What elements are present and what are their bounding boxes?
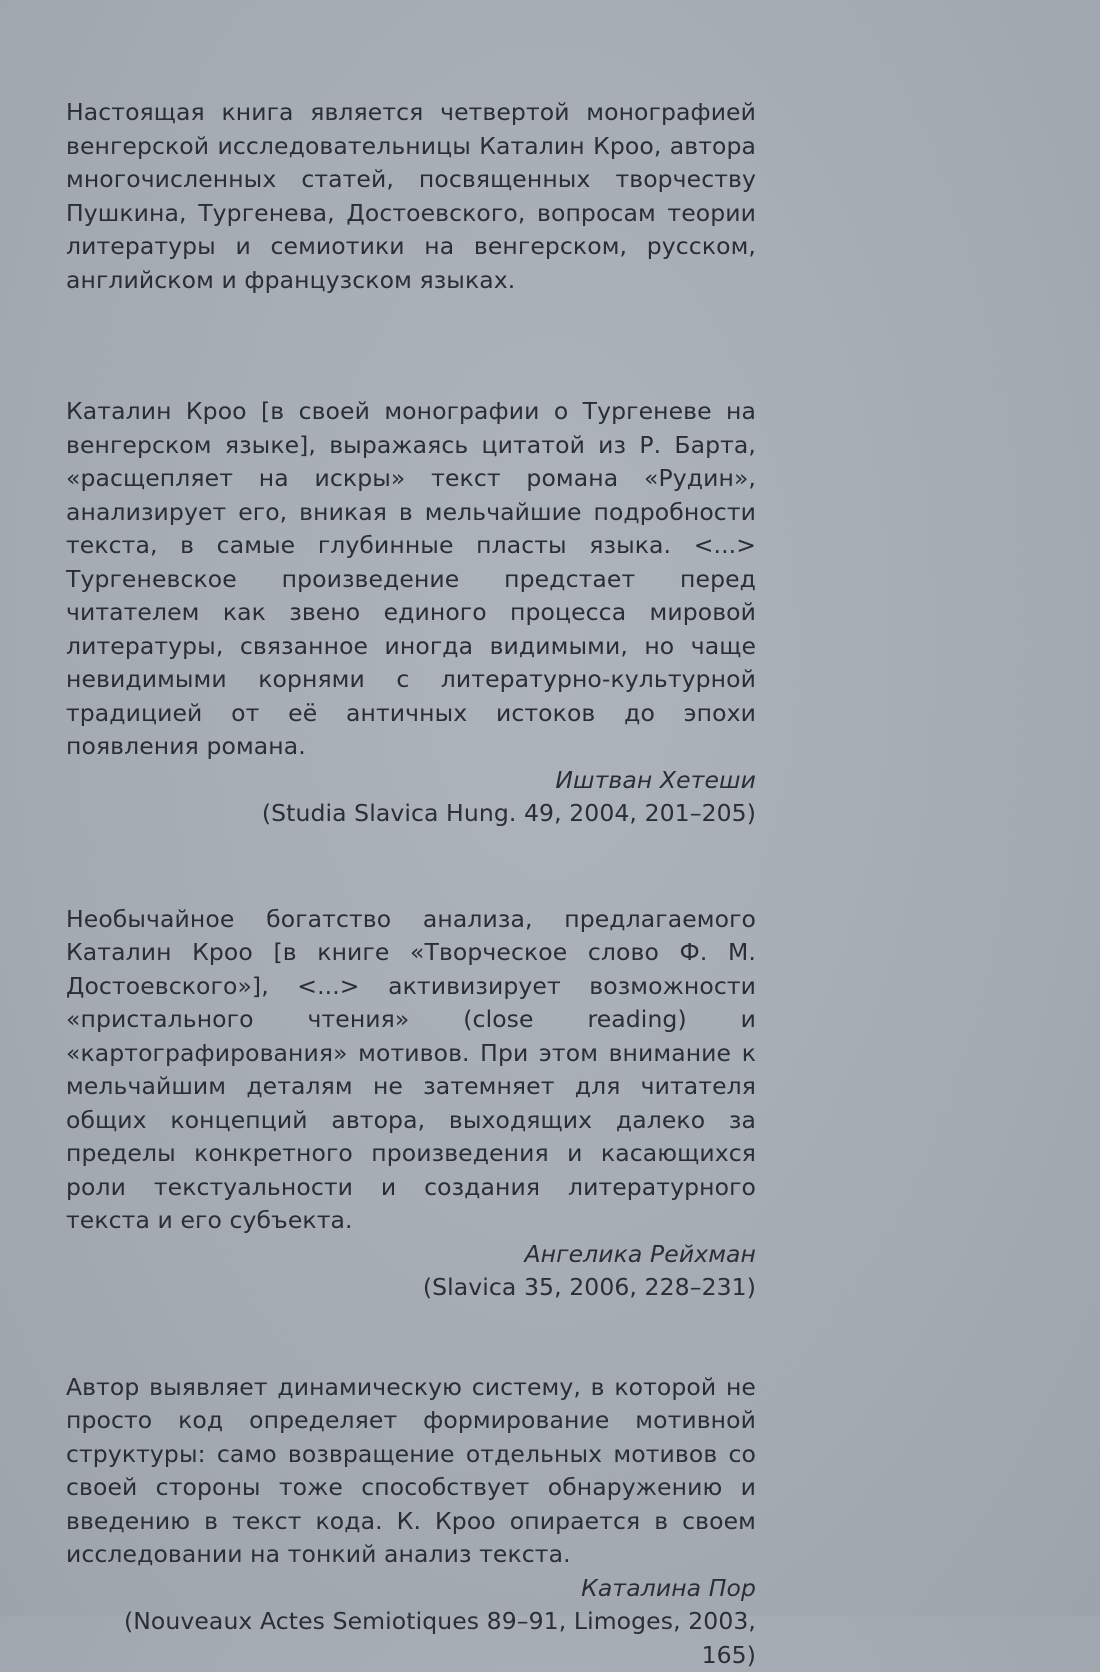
review-author: Иштван Хетеши — [66, 764, 756, 798]
review-block-2 — [66, 903, 756, 1305]
review-author: Каталина Пор — [66, 1572, 756, 1606]
review-source: (Nouveaux Actes Semiotiques 89–91, Limoges, 2003, 165) — [66, 1605, 756, 1672]
review-block-3 — [66, 1371, 756, 1672]
intro-paragraph: Настоящая книга является четвертой монографией венгерской исследовательницы Каталин Кроо, автора многочисленных статей, посвященных творчеству Пушкина, Тургенева, Достоевского, вопросам теории литературы и семиотики на венгерском, русском, английском и французском языках. — [66, 96, 756, 297]
intro-block — [66, 96, 756, 297]
back-cover-text — [66, 96, 756, 1672]
review-quote: Автор выявляет динамическую систему, в которой не просто код определяет формирование мотивной структуры: само возвращение отдельных мотивов со своей стороны тоже способствует обнаружению и введению в текст кода. К. Кроо опирается в своем исследовании на тонкий анализ текста. — [66, 1371, 756, 1572]
review-quote: Каталин Кроо [в своей монографии о Тургеневе на венгерском языке], выражаясь цитатой из Р. Барта, «расщепляет на искры» текст романа «Рудин», анализирует его, вникая в мельчайшие подробности текста, в самые глубинные пласты языка. <...> Тургеневское произведение предстает перед читателем как звено единого процесса мировой литературы, связанное иногда видимыми, но чаще невидимыми корнями с литературно-культурной традицией от её античных истоков до эпохи появления романа. — [66, 395, 756, 764]
review-block-1 — [66, 395, 756, 831]
review-author: Ангелика Рейхман — [66, 1238, 756, 1272]
review-source: (Studia Slavica Hung. 49, 2004, 201–205) — [66, 797, 756, 831]
review-source: (Slavica 35, 2006, 228–231) — [66, 1271, 756, 1305]
review-quote: Необычайное богатство анализа, предлагаемого Каталин Кроо [в книге «Творческое слово Ф. М. Достоевского»], <...> активизирует возможности «пристального чтения» (close reading) и «картографирования» мотивов. При этом внимание к мельчайшим деталям не затемняет для читателя общих концепций автора, выходящих далеко за пределы конкретного произведения и касающихся роли текстуальности и создания литературного текста и его субъекта. — [66, 903, 756, 1238]
